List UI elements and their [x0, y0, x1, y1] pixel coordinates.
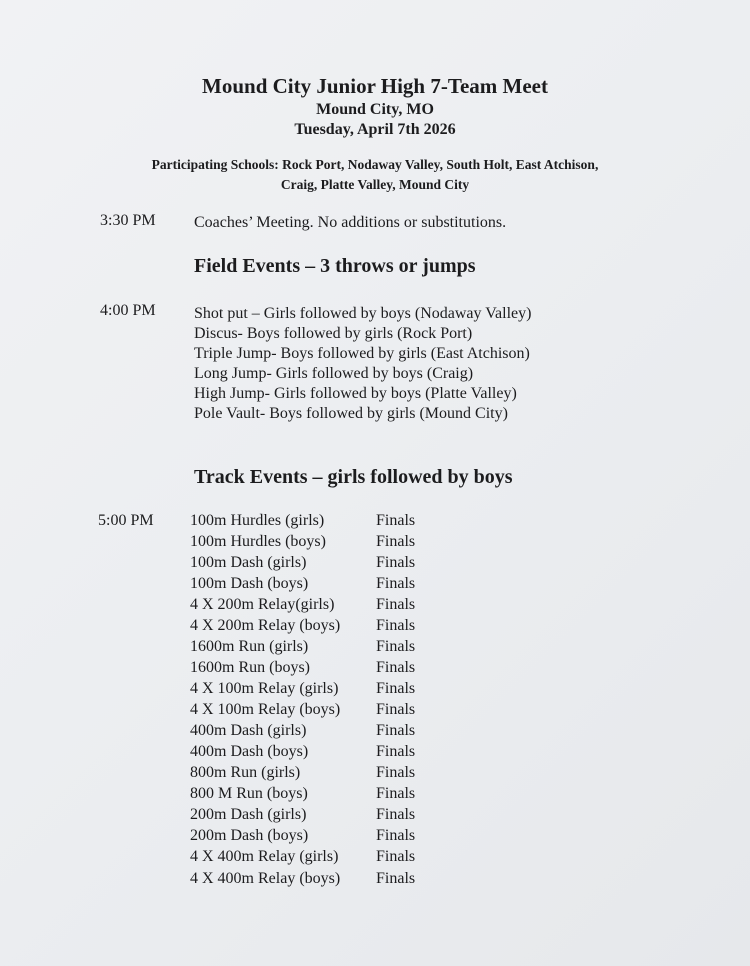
- track-event-row: [190, 680, 416, 698]
- field-events-time: 4:00 PM: [100, 302, 156, 319]
- meet-date: Tuesday, April 7th 2026: [294, 121, 456, 138]
- track-event-name: 100m Dash (girls): [190, 554, 307, 571]
- field-event-line: Long Jump- Girls followed by boys (Craig): [194, 365, 474, 382]
- track-event-row: [190, 638, 416, 656]
- track-event-name: 800 M Run (boys): [190, 785, 308, 802]
- track-event-name: 100m Hurdles (boys): [190, 533, 326, 550]
- track-events-time: 5:00 PM: [98, 512, 154, 529]
- track-event-round: Finals: [376, 785, 416, 802]
- track-event-round: Finals: [376, 701, 416, 718]
- track-event-row: [190, 785, 416, 803]
- track-event-round: Finals: [376, 575, 416, 592]
- track-event-row: [190, 659, 416, 677]
- field-event-line: Discus- Boys followed by girls (Rock Port): [194, 325, 473, 342]
- track-event-round: Finals: [376, 512, 416, 529]
- field-events-heading: Field Events – 3 throws or jumps: [194, 255, 476, 277]
- track-event-row: [190, 512, 416, 530]
- track-event-round: Finals: [376, 870, 416, 887]
- track-event-round: Finals: [376, 764, 416, 781]
- track-event-row: [190, 870, 416, 888]
- track-event-name: 400m Dash (boys): [190, 743, 309, 760]
- track-event-row: [190, 806, 416, 824]
- track-event-name: 200m Dash (girls): [190, 806, 307, 823]
- track-event-round: Finals: [376, 806, 416, 823]
- track-event-name: 800m Run (girls): [190, 764, 301, 781]
- track-event-round: Finals: [376, 533, 416, 550]
- track-event-round: Finals: [376, 596, 416, 613]
- track-events-heading: Track Events – girls followed by boys: [194, 466, 513, 488]
- track-event-name: 4 X 400m Relay (girls): [190, 848, 339, 865]
- track-event-name: 100m Hurdles (girls): [190, 512, 325, 529]
- track-event-name: 1600m Run (boys): [190, 659, 310, 676]
- participating-schools-line-2: Craig, Platte Valley, Mound City: [280, 177, 470, 192]
- track-event-row: [190, 533, 416, 551]
- track-event-name: 400m Dash (girls): [190, 722, 307, 739]
- track-event-name: 1600m Run (girls): [190, 638, 309, 655]
- meet-location: Mound City, MO: [316, 101, 434, 118]
- track-event-row: [190, 701, 416, 719]
- track-event-row: [190, 617, 416, 635]
- track-event-name: 4 X 200m Relay (boys): [190, 617, 341, 634]
- track-event-row: [190, 743, 416, 761]
- field-event-line: High Jump- Girls followed by boys (Platte Valley): [194, 385, 517, 402]
- track-event-name: 4 X 200m Relay(girls): [190, 596, 335, 613]
- track-event-round: Finals: [376, 638, 416, 655]
- meet-title: Mound City Junior High 7-Team Meet: [202, 74, 548, 98]
- track-event-round: Finals: [376, 722, 416, 739]
- field-event-line: Triple Jump- Boys followed by girls (East Atchison): [194, 345, 530, 362]
- track-event-row: [190, 722, 416, 740]
- field-event-line: Pole Vault- Boys followed by girls (Mound City): [194, 405, 508, 422]
- coaches-meeting-text: Coaches’ Meeting. No additions or substitutions.: [194, 214, 507, 231]
- coaches-meeting-time: 3:30 PM: [100, 212, 156, 229]
- track-event-name: 4 X 400m Relay (boys): [190, 870, 341, 887]
- track-event-round: Finals: [376, 617, 416, 634]
- track-event-row: [190, 827, 416, 845]
- track-event-name: 4 X 100m Relay (boys): [190, 701, 341, 718]
- track-event-round: Finals: [376, 743, 416, 760]
- track-event-round: Finals: [376, 827, 416, 844]
- track-event-row: [190, 554, 416, 572]
- track-event-round: Finals: [376, 848, 416, 865]
- track-event-row: [190, 848, 416, 866]
- field-event-line: Shot put – Girls followed by boys (Nodaway Valley): [194, 305, 532, 322]
- track-event-row: [190, 764, 416, 782]
- track-event-round: Finals: [376, 659, 416, 676]
- track-event-row: [190, 575, 416, 593]
- track-event-round: Finals: [376, 554, 416, 571]
- participating-schools-line-1: Participating Schools: Rock Port, Nodaway Valley, South Holt, East Atchison,: [151, 157, 599, 172]
- track-event-name: 200m Dash (boys): [190, 827, 309, 844]
- track-event-name: 4 X 100m Relay (girls): [190, 680, 339, 697]
- track-event-row: [190, 596, 416, 614]
- track-event-round: Finals: [376, 680, 416, 697]
- track-event-name: 100m Dash (boys): [190, 575, 309, 592]
